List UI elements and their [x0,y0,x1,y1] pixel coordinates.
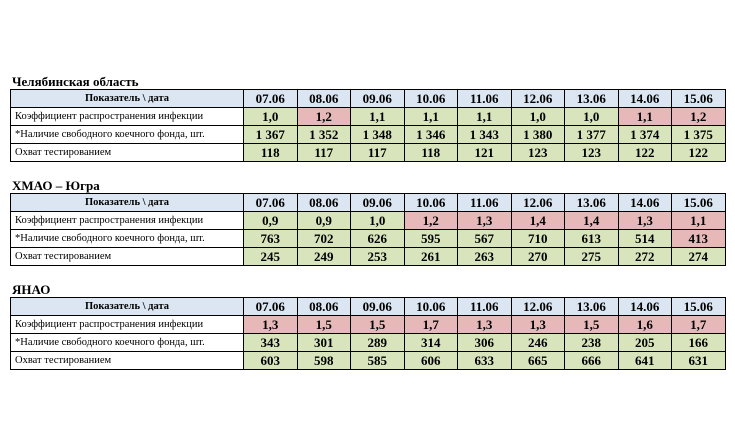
value-cell: 1,1 [404,108,458,126]
table-row [11,212,726,230]
value-cell: 514 [618,230,672,248]
date-header: 07.06 [244,194,298,212]
value-cell: 289 [351,334,405,352]
value-cell: 1,2 [297,108,351,126]
value-cell: 245 [244,248,298,266]
value-cell: 1,2 [672,108,726,126]
table-row [11,126,726,144]
header-row [11,298,726,316]
value-cell: 1,1 [351,108,405,126]
row-label: Охват тестированием [11,352,244,370]
value-cell: 263 [458,248,512,266]
date-header: 12.06 [511,194,565,212]
value-cell: 585 [351,352,405,370]
value-cell: 1,3 [458,316,512,334]
table-row [11,352,726,370]
value-cell: 122 [672,144,726,162]
value-cell: 238 [565,334,619,352]
date-header: 14.06 [618,90,672,108]
value-cell: 1 348 [351,126,405,144]
value-cell: 343 [244,334,298,352]
value-cell: 1,1 [618,108,672,126]
date-header: 15.06 [672,298,726,316]
date-header: 08.06 [297,194,351,212]
value-cell: 123 [511,144,565,162]
row-label: Коэффициент распространения инфекции [11,212,244,230]
date-header: 13.06 [565,298,619,316]
value-cell: 1 377 [565,126,619,144]
region-yanao [10,283,725,370]
table-row [11,248,726,266]
table-row [11,334,726,352]
date-header: 09.06 [351,298,405,316]
value-cell: 631 [672,352,726,370]
data-table [10,297,726,370]
value-cell: 246 [511,334,565,352]
region-title: Челябинская область [12,74,139,89]
value-cell: 249 [297,248,351,266]
row-label: *Наличие свободного коечного фонда, шт. [11,230,244,248]
value-cell: 1,7 [404,316,458,334]
value-cell: 314 [404,334,458,352]
value-cell: 301 [297,334,351,352]
value-cell: 0,9 [297,212,351,230]
value-cell: 1,3 [458,212,512,230]
date-header: 13.06 [565,90,619,108]
value-cell: 122 [618,144,672,162]
region-chelyabinsk [10,75,725,162]
value-cell: 1,1 [458,108,512,126]
row-label: Коэффициент распространения инфекции [11,108,244,126]
region-khmao [10,179,725,266]
date-header: 12.06 [511,298,565,316]
value-cell: 1,3 [618,212,672,230]
value-cell: 603 [244,352,298,370]
row-label: Охват тестированием [11,144,244,162]
date-header: 14.06 [618,298,672,316]
date-header: 10.06 [404,90,458,108]
value-cell: 1,3 [511,316,565,334]
value-cell: 666 [565,352,619,370]
value-cell: 702 [297,230,351,248]
value-cell: 1 375 [672,126,726,144]
header-row [11,194,726,212]
header-label: Показатель \ дата [11,298,244,316]
data-table [10,89,726,162]
date-header: 10.06 [404,194,458,212]
value-cell: 118 [244,144,298,162]
row-label: Коэффициент распространения инфекции [11,316,244,334]
value-cell: 1,2 [404,212,458,230]
value-cell: 1,5 [565,316,619,334]
date-header: 15.06 [672,90,726,108]
value-cell: 1 343 [458,126,512,144]
value-cell: 117 [351,144,405,162]
row-label: Охват тестированием [11,248,244,266]
value-cell: 1,0 [511,108,565,126]
value-cell: 1,3 [244,316,298,334]
row-label: *Наличие свободного коечного фонда, шт. [11,126,244,144]
value-cell: 595 [404,230,458,248]
date-header: 13.06 [565,194,619,212]
date-header: 12.06 [511,90,565,108]
date-header: 08.06 [297,298,351,316]
value-cell: 567 [458,230,512,248]
region-title: ЯНАО [12,282,51,297]
value-cell: 270 [511,248,565,266]
value-cell: 626 [351,230,405,248]
value-cell: 1 352 [297,126,351,144]
date-header: 08.06 [297,90,351,108]
date-header: 07.06 [244,90,298,108]
date-header: 14.06 [618,194,672,212]
value-cell: 253 [351,248,405,266]
value-cell: 710 [511,230,565,248]
date-header: 15.06 [672,194,726,212]
value-cell: 763 [244,230,298,248]
date-header: 11.06 [458,298,512,316]
value-cell: 413 [672,230,726,248]
value-cell: 205 [618,334,672,352]
value-cell: 166 [672,334,726,352]
value-cell: 633 [458,352,512,370]
value-cell: 0,9 [244,212,298,230]
value-cell: 1,6 [618,316,672,334]
value-cell: 665 [511,352,565,370]
date-header: 07.06 [244,298,298,316]
value-cell: 274 [672,248,726,266]
value-cell: 613 [565,230,619,248]
value-cell: 1,4 [565,212,619,230]
table-row [11,144,726,162]
value-cell: 1,0 [244,108,298,126]
table-row [11,316,726,334]
header-row [11,90,726,108]
header-label: Показатель \ дата [11,90,244,108]
value-cell: 261 [404,248,458,266]
date-header: 11.06 [458,90,512,108]
value-cell: 121 [458,144,512,162]
table-row [11,108,726,126]
value-cell: 306 [458,334,512,352]
header-label: Показатель \ дата [11,194,244,212]
value-cell: 1 367 [244,126,298,144]
value-cell: 1 346 [404,126,458,144]
value-cell: 1 374 [618,126,672,144]
row-label: *Наличие свободного коечного фонда, шт. [11,334,244,352]
date-header: 10.06 [404,298,458,316]
value-cell: 606 [404,352,458,370]
value-cell: 275 [565,248,619,266]
value-cell: 1,1 [672,212,726,230]
data-table [10,193,726,266]
region-title: ХМАО – Югра [12,178,100,193]
date-header: 09.06 [351,90,405,108]
value-cell: 1,4 [511,212,565,230]
value-cell: 272 [618,248,672,266]
value-cell: 1,0 [565,108,619,126]
table-row [11,230,726,248]
value-cell: 1 380 [511,126,565,144]
date-header: 11.06 [458,194,512,212]
value-cell: 598 [297,352,351,370]
value-cell: 1,5 [297,316,351,334]
value-cell: 117 [297,144,351,162]
value-cell: 123 [565,144,619,162]
value-cell: 1,0 [351,212,405,230]
value-cell: 641 [618,352,672,370]
value-cell: 1,5 [351,316,405,334]
value-cell: 118 [404,144,458,162]
date-header: 09.06 [351,194,405,212]
value-cell: 1,7 [672,316,726,334]
